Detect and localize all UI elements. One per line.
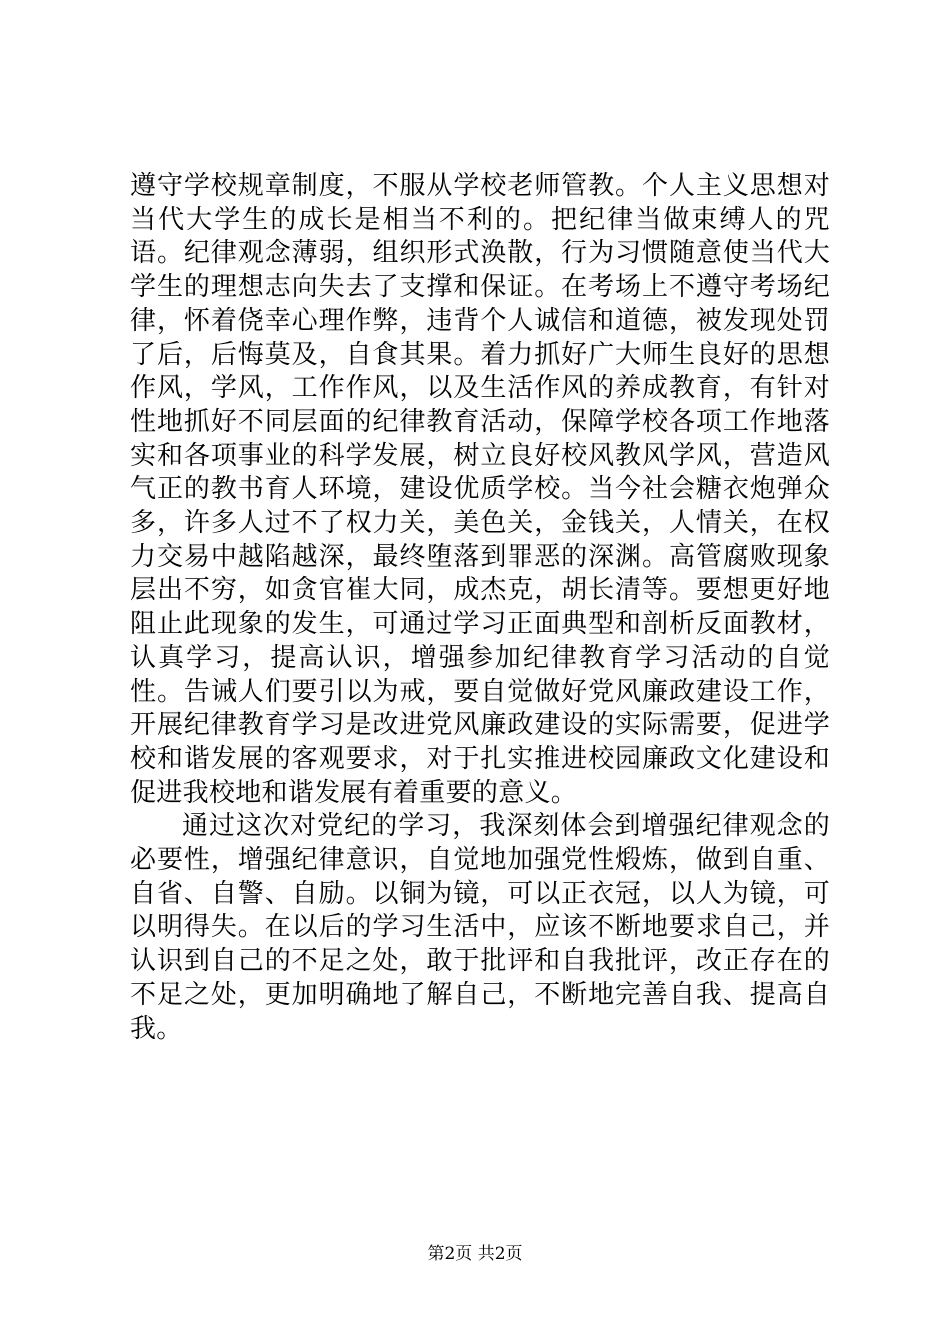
page-number: 第2页 共2页 xyxy=(427,1244,523,1264)
paragraph: 通过这次对党纪的学习，我深刻体会到增强纪律观念的必要性，增强纪律意识，自觉地加强党性煅炼，做到自重、自省、自警、自励。以铜为镜，可以正衣冠，以人为镜，可以明得失。在以后的学习生活中，应该不断地要求自己，并认识到自己的不足之处，敢于批评和自我批评，改正存在的不足之处，更加明确地了解自己，不断地完善自我、提高自我。 xyxy=(130,811,830,1044)
page-footer xyxy=(0,1243,950,1265)
paragraph-continued: 遵守学校规章制度，不服从学校老师管教。个人主义思想对当代大学生的成长是相当不利的。把纪律当做束缚人的咒语。纪律观念薄弱，组织形式涣散，行为习惯随意使当代大学生的理想志向失去了支撑和保证。在考场上不遵守考场纪律，怀着侥幸心理作弊，违背个人诚信和道德，被发现处罚了后，后悔莫及，自食其果。着力抓好广大师生良好的思想作风，学风，工作作风，以及生活作风的养成教育，有针对性地抓好不同层面的纪律教育活动，保障学校各项工作地落实和各项事业的科学发展，树立良好校风教风学风，营造风气正的教书育人环境，建设优质学校。当今社会糖衣炮弹众多，许多人过不了权力关，美色关，金钱关，人情关，在权力交易中越陷越深，最终堕落到罪恶的深渊。高管腐败现象层出不穷，如贪官崔大同，成杰克，胡长清等。要想更好地阻止此现象的发生，可通过学习正面典型和剖析反面教材，认真学习，提高认识，增强参加纪律教育学习活动的自觉性。告诫人们要引以为戒，要自觉做好党风廉政建设工作，开展纪律教育学习是改进党风廉政建设的实际需要，促进学校和谐发展的客观要求，对于扎实推进校园廉政文化建设和促进我校地和谐发展有着重要的意义。 xyxy=(130,171,830,808)
document-body xyxy=(130,170,830,1046)
